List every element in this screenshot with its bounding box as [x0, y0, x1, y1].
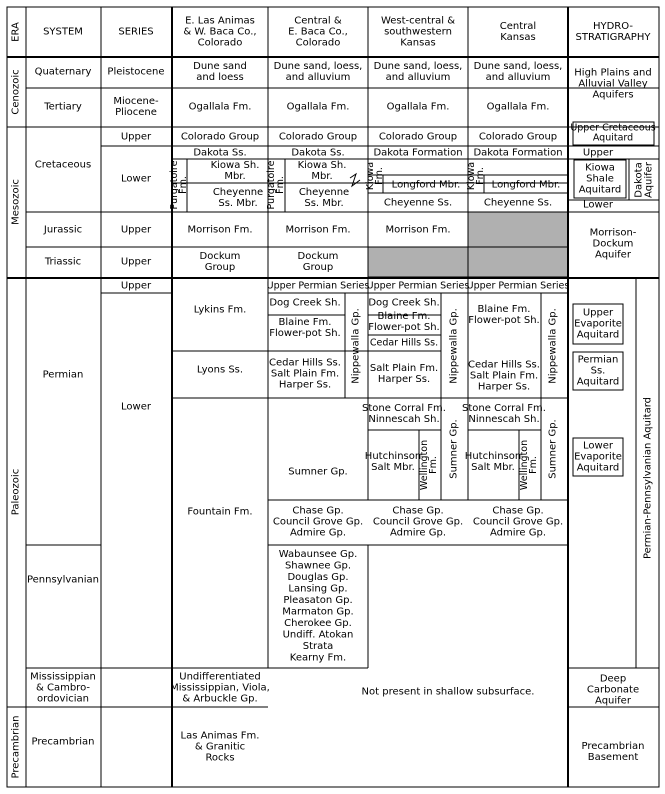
header-era: [11, 22, 22, 42]
cell-label-line: Cedar Hills Ss.: [468, 359, 540, 371]
cell-label-line: Evaporite: [574, 318, 622, 330]
header-system-line: SYSTEM: [43, 26, 83, 38]
cell-label: [362, 403, 446, 425]
cell-label-line: Upper: [582, 147, 614, 159]
cell-label-line: Ogallala Fm.: [286, 101, 350, 113]
cell-label-line: Ogallala Fm.: [486, 101, 550, 113]
cell-label: [574, 308, 622, 341]
era-paleozoic: [11, 469, 22, 515]
cell-label: [181, 132, 259, 143]
cell-label-line: Blaine Fm.: [377, 311, 431, 322]
header-col4-line: Kansas: [500, 32, 536, 43]
cell-label-line: Colorado Group: [180, 131, 260, 143]
cell-label-line: Douglas Gp.: [287, 571, 349, 583]
system-cretaceous: [35, 160, 91, 171]
series-upper-line: Upper: [120, 280, 152, 292]
cell-label-line: Mbr.: [224, 171, 246, 182]
cell-label-line: Council Grove Gp.: [372, 516, 464, 528]
series-upper-line: Upper: [120, 224, 152, 236]
cell-label-line: High Plains and: [574, 67, 652, 79]
cell-label: [266, 160, 286, 209]
cell-label-line: Pleasaton Gp.: [283, 594, 353, 606]
cell-label-line: Fm.: [528, 456, 539, 474]
series-lower-line: Lower: [121, 173, 151, 185]
cell-label-line: Mbr.: [311, 171, 333, 182]
cell-label: [274, 61, 363, 83]
cell-label-line: Aquitard: [576, 329, 620, 341]
cell-label-line: Salt Plain Fm.: [369, 363, 439, 374]
cell-label-line: Cheyenne Ss.: [483, 197, 553, 209]
cell-label-line: Upper Permian Series: [266, 280, 370, 292]
cell-label: [387, 102, 450, 113]
system-tertiary-line: Tertiary: [44, 101, 82, 113]
series-upper: [121, 281, 152, 292]
cell-label: [473, 506, 563, 539]
era-precambrian-line: Precambrian: [10, 715, 22, 779]
cell-label-line: Fm.: [178, 176, 189, 194]
cell-label-line: Kiowa Sh.: [210, 160, 260, 171]
cell-label: [187, 507, 252, 518]
cell-label-line: Rocks: [205, 752, 235, 764]
cell-label: [467, 281, 570, 292]
cell-label: [449, 419, 460, 478]
cell-label-line: Ninnescah Sh.: [468, 414, 540, 425]
cell-label-line: Morrison Fm.: [187, 224, 253, 236]
era-cenozoic: [11, 69, 22, 114]
cell-label-line: Aquifer: [595, 249, 631, 261]
cell-label-line: Flower-pot Sh.: [269, 328, 341, 339]
cell-label-line: Dog Creek Sh.: [269, 297, 341, 309]
cell-label: [197, 365, 243, 376]
cell-label-line: Admire Gp.: [389, 527, 447, 539]
header-col2-line: E. Baca Co.,: [288, 26, 348, 38]
cell-label-line: Ninnescah Sh.: [368, 414, 440, 425]
cell-label-line: Group: [302, 262, 334, 273]
cell-label: [181, 731, 260, 764]
system-jurassic-line: Jurassic: [43, 224, 83, 236]
cell-label-line: Dune sand, loess,: [473, 61, 563, 72]
cell-label-line: Strata: [302, 640, 334, 652]
cell-label-line: Aquitard: [592, 132, 634, 144]
cell-label: [462, 403, 546, 425]
cell-label: [643, 397, 654, 559]
era-paleozoic-line: Paleozoic: [10, 468, 22, 516]
cell-label-line: Chase Gp.: [292, 505, 344, 517]
cell-label-line: Harper Ss.: [377, 374, 431, 385]
cell-label-line: Carbonate: [586, 684, 640, 696]
cell-label-line: Dune sand, loess,: [273, 61, 363, 72]
cell-label-line: Basement: [587, 752, 639, 763]
cell-label-line: Ogallala Fm.: [386, 101, 450, 113]
series-lower: [121, 402, 152, 413]
header-system: [43, 27, 83, 38]
header-col4: [500, 21, 536, 43]
cell-label: [468, 360, 540, 393]
cell-label-line: Marmaton Gp.: [282, 606, 354, 618]
system-mississippian: [30, 672, 96, 705]
header-era-line: ERA: [10, 22, 22, 42]
cell-label-line: Stone Corral Fm.: [362, 403, 446, 414]
cell-label-line: Dakota Formation: [373, 147, 463, 159]
cell-label: [468, 304, 540, 326]
cell-label-line: Purgatoire: [266, 160, 277, 210]
cell-label: [590, 228, 637, 261]
cell-label-line: Colorado Group: [278, 131, 358, 143]
cell-label-line: Aquifer: [595, 695, 631, 707]
cell-label-line: Colorado Group: [478, 131, 558, 143]
cell-label: [193, 148, 246, 159]
system-cretaceous-line: Cretaceous: [34, 159, 92, 171]
series-miocene: [113, 96, 159, 118]
cell-label-line: Mississippian, Viola,: [170, 682, 270, 694]
cell-label: [487, 102, 550, 113]
cell-label-line: Fm.: [475, 167, 486, 185]
cell-label-line: Upper: [582, 307, 614, 319]
cell-label: [474, 61, 563, 83]
cell-label-line: Wellington: [519, 439, 530, 491]
cell-label: [519, 440, 539, 490]
cell-label-line: Dockum: [199, 251, 241, 262]
cell-label-line: Cheyenne: [298, 187, 350, 198]
cell-label: [368, 298, 439, 309]
cell-label: [548, 308, 559, 384]
cell-label-line: and alluvium: [385, 72, 451, 83]
cell-label-line: Aquifer: [643, 162, 655, 198]
cell-label-line: Chase Gp.: [492, 505, 544, 517]
cell-label-line: Dakota Formation: [473, 147, 563, 159]
cell-label: [351, 308, 362, 384]
cell-label-line: Alluvial Valley: [578, 78, 648, 90]
cell-label: [187, 225, 252, 236]
header-col2-line: Colorado: [295, 37, 341, 49]
cell-label-line: Cedar Hills Ss.: [269, 357, 341, 369]
cell-label-line: Hutchinson: [464, 451, 522, 462]
cell-label: [298, 251, 339, 273]
cell-label-line: Sumner Gp.: [547, 419, 559, 479]
system-triassic: [44, 257, 81, 268]
cell-label: [484, 198, 552, 209]
cell-label: [548, 419, 559, 478]
header-series: [118, 27, 153, 38]
era-cenozoic-line: Cenozoic: [10, 69, 22, 115]
cell-label: [370, 363, 438, 385]
cell-label-line: Evaporite: [574, 451, 622, 463]
cell-label-line: Ss. Mbr.: [304, 198, 344, 209]
cell-label: [213, 187, 263, 209]
cell-label: [287, 102, 350, 113]
cell-label: [574, 441, 622, 474]
cell-label-line: Kiowa Sh.: [297, 160, 347, 171]
cell-label-line: Upper Permian Series: [366, 280, 470, 292]
cell-label: [288, 467, 347, 478]
cell-label-line: Blaine Fm.: [477, 304, 531, 315]
cell-label-line: Longford Mbr.: [391, 179, 461, 191]
system-mississippian-line: Mississippian: [30, 671, 96, 683]
system-mississippian-line: & Cambro-: [36, 682, 90, 694]
cell-label: [373, 506, 463, 539]
cell-label-line: Flower-pot Sh.: [468, 315, 540, 326]
cell-label-line: Kiowa: [585, 162, 615, 174]
cell-label-line: Council Grove Gp.: [472, 516, 564, 528]
table-frame: [7, 7, 659, 787]
cell-label-line: Aquitard: [578, 184, 622, 196]
cell-label-line: Lower: [583, 199, 613, 211]
cell-label: [385, 225, 450, 236]
cell-label-line: Salt Mbr.: [371, 462, 415, 473]
header-col1-line: Colorado: [197, 37, 243, 49]
cell-label-line: Ogallala Fm.: [188, 101, 252, 113]
cell-label-line: Hutchinson: [364, 451, 422, 462]
era-precambrian: [11, 716, 22, 779]
header-hydro-line: HYDRO-: [592, 21, 634, 32]
cell-label: [269, 298, 340, 309]
cell-label-line: Colorado Group: [378, 131, 458, 143]
system-pennsylvanian: [27, 575, 99, 586]
cell-label: [169, 160, 189, 209]
series-miocene-line: Miocene-: [113, 96, 159, 107]
cell-label-line: Flower-pot Sh.: [368, 322, 440, 333]
cell-label: [392, 180, 461, 191]
cell-label-line: Lower: [583, 440, 613, 452]
system-precambrian: [32, 737, 95, 748]
cell-label: [570, 123, 655, 144]
header-col3-line: southwestern: [384, 26, 452, 38]
cell-label-line: Dune sand: [193, 61, 247, 72]
header-hydro-line: STRATIGRAPHY: [575, 32, 651, 43]
cell-label-line: Cheyenne Ss.: [383, 197, 453, 209]
cell-label-line: Morrison Fm.: [385, 224, 451, 236]
cell-label: [449, 308, 460, 384]
cell-label-line: Undiff. Atokan: [282, 629, 354, 641]
cell-label-line: Fm.: [374, 167, 385, 185]
cell-label: [419, 440, 439, 490]
cell-label: [373, 148, 462, 159]
header-col1: [183, 16, 256, 49]
cell-label-line: Nippewalla Gp.: [350, 308, 362, 384]
table-text: [11, 16, 656, 779]
cell-label-line: Not present in shallow subsurface.: [361, 686, 535, 698]
cell-label-line: Salt Plain Fm.: [469, 370, 539, 382]
cell-label-line: Morrison Fm.: [285, 224, 351, 236]
system-permian: [43, 370, 84, 381]
cell-label-line: Harper Ss.: [477, 381, 531, 393]
cell-label: [583, 148, 614, 159]
system-permian-line: Permian: [42, 369, 84, 381]
cell-label: [582, 741, 645, 763]
cell-label: [285, 225, 350, 236]
cell-label-line: Admire Gp.: [489, 527, 547, 539]
cell-label: [384, 198, 452, 209]
cell-label-line: Kearny Fm.: [289, 652, 347, 664]
cell-label: [368, 311, 440, 333]
cell-label-line: Longford Mbr.: [491, 179, 561, 191]
cell-label-line: Purgatoire: [169, 160, 180, 210]
system-mississippian-line: ordovician: [37, 693, 89, 705]
series-lower: [121, 174, 152, 185]
cell-label-line: Fountain Fm.: [187, 506, 253, 518]
cell-label-line: Precambrian: [581, 741, 645, 752]
series-pleistocene-line: Pleistocene: [107, 66, 165, 78]
cell-label: [374, 61, 463, 83]
series-pleistocene: [107, 67, 164, 78]
system-quaternary: [35, 67, 92, 78]
cell-label-line: and alluvium: [285, 72, 351, 83]
cell-label-line: Sumner Gp.: [288, 466, 348, 478]
cell-label-line: Kiowa: [466, 161, 477, 191]
cell-label-line: Shale: [586, 173, 614, 185]
cell-label: [189, 102, 252, 113]
cell-label-line: Stone Corral Fm.: [462, 403, 546, 414]
era-mesozoic: [11, 179, 22, 225]
series-upper-line: Upper: [120, 131, 152, 143]
cell-label-line: Upper Cretaceous: [570, 122, 656, 134]
table-grid: [7, 7, 659, 787]
cell-label-line: Shawnee Gp.: [284, 560, 352, 572]
cell-label-line: and alluvium: [485, 72, 551, 83]
cell-label: [473, 148, 562, 159]
header-col3-line: Kansas: [400, 37, 436, 49]
cell-label-line: Admire Gp.: [289, 527, 347, 539]
system-precambrian-line: Precambrian: [31, 736, 95, 748]
cell-label: [579, 163, 621, 196]
cell-label-line: Fm.: [275, 176, 286, 194]
cell-label-line: Permian: [577, 354, 619, 366]
system-jurassic: [43, 225, 82, 236]
cell-label-line: Aquitard: [576, 462, 620, 474]
system-quaternary-line: Quaternary: [34, 66, 92, 78]
cell-label: [370, 338, 438, 349]
cell-label-line: Las Animas Fm.: [180, 730, 260, 742]
cell-label: [273, 506, 363, 539]
cell-label: [365, 162, 385, 190]
cell-label-line: Fm.: [428, 456, 439, 474]
cell-label: [587, 674, 639, 707]
cell-label-line: Salt Plain Fm.: [270, 368, 340, 380]
cell-label: [577, 355, 619, 388]
cell-label-line: Sumner Gp.: [448, 419, 460, 479]
era-mesozoic-line: Mesozoic: [10, 179, 22, 225]
cell-label-line: Dockum: [297, 251, 339, 262]
cell-label: [170, 672, 270, 705]
cell-label: [279, 549, 358, 664]
cell-label: [466, 162, 486, 190]
cell-label-line: Dog Creek Sh.: [368, 297, 440, 309]
header-col1-line: & W. Baca Co.,: [183, 26, 257, 38]
cell-label: [634, 161, 655, 198]
cell-label: [269, 358, 341, 391]
cell-label: [465, 451, 521, 473]
header-col3: [381, 16, 455, 49]
cell-label-line: Cedar Hills Ss.: [369, 337, 439, 349]
header-col4-line: Central: [499, 21, 537, 32]
cell-label-line: Dune sand, loess,: [373, 61, 463, 72]
cell-label: [583, 200, 614, 211]
cell-label-line: Dockum: [592, 238, 634, 250]
cell-label-line: Nippewalla Gp.: [448, 308, 460, 384]
header-col2: [288, 16, 348, 49]
series-upper: [121, 257, 152, 268]
cell-label-line: Lykins Fm.: [193, 304, 247, 316]
cell-label: [379, 132, 457, 143]
cell-label-line: Undifferentiated: [179, 671, 261, 683]
cell-label: [298, 160, 347, 182]
cell-label-line: & Arbuckle Gp.: [182, 693, 258, 705]
unconformity-mark: [350, 174, 360, 186]
cell-label-line: Wellington: [419, 439, 430, 491]
cell-label-line: Salt Mbr.: [471, 462, 515, 473]
header-col2-line: Central &: [294, 15, 342, 27]
cell-label-line: Chase Gp.: [392, 505, 444, 517]
cell-label-line: Blaine Fm.: [278, 317, 332, 328]
header-col1-line: E. Las Animas: [185, 15, 255, 27]
cell-label-line: Upper Permian Series: [466, 280, 570, 292]
cell-label-line: Permian-Pennsylvanian Aquitard: [642, 396, 654, 560]
cell-label: [193, 61, 247, 83]
cell-label: [267, 281, 370, 292]
cell-label: [299, 187, 349, 209]
cell-label-line: Ss. Mbr.: [218, 198, 258, 209]
header-col3-line: West-central &: [380, 15, 456, 27]
header-hydro: [576, 21, 652, 43]
system-tertiary: [43, 102, 82, 113]
cell-label: [367, 281, 470, 292]
cell-label-line: Dakota Ss.: [193, 147, 247, 159]
cell-label: [211, 160, 260, 182]
system-triassic-line: Triassic: [44, 256, 82, 268]
cell-label: [291, 148, 344, 159]
cell-label-line: Cheyenne: [212, 187, 264, 198]
series-miocene-line: Pliocene: [115, 107, 157, 118]
cell-label-line: Ss.: [590, 365, 606, 377]
cell-label: [479, 132, 557, 143]
cell-label-line: & Granitic: [194, 741, 246, 753]
cell-label: [365, 451, 421, 473]
series-upper-line: Upper: [120, 256, 152, 268]
cell-label-line: and loess: [196, 72, 244, 83]
cell-label-line: Lyons Ss.: [196, 364, 244, 376]
cell-label: [194, 305, 247, 316]
cell-label: [574, 68, 651, 101]
cell-label: [279, 132, 357, 143]
cell-label-line: Aquifers: [592, 89, 634, 101]
cell-label-line: Harper Ss.: [278, 379, 332, 391]
cell-label: [269, 317, 341, 339]
series-lower-line: Lower: [121, 401, 151, 413]
cell-label-line: Dakota Ss.: [291, 147, 345, 159]
cell-label-line: Kiowa: [365, 161, 376, 191]
cell-label-line: Deep: [599, 673, 627, 685]
cell-label-line: Cherokee Gp.: [284, 617, 352, 629]
cell-label-line: Lansing Gp.: [288, 583, 348, 595]
header-series-line: SERIES: [118, 26, 154, 38]
not-present-fill: [468, 212, 568, 247]
cell-label-line: Aquitard: [576, 376, 620, 388]
system-pennsylvanian-line: Pennsylvanian: [26, 574, 100, 586]
series-upper: [121, 225, 152, 236]
cell-label: [362, 687, 535, 698]
cell-label-line: Dakota: [633, 162, 645, 198]
cell-label-line: Group: [204, 262, 236, 273]
series-upper: [121, 132, 152, 143]
cell-label: [492, 180, 561, 191]
cell-label-line: Council Grove Gp.: [272, 516, 364, 528]
cell-label-line: Wabaunsee Gp.: [278, 548, 358, 560]
cell-label-line: Nippewalla Gp.: [547, 308, 559, 384]
cell-label-line: Morrison-: [589, 227, 637, 239]
cell-label: [200, 251, 241, 273]
